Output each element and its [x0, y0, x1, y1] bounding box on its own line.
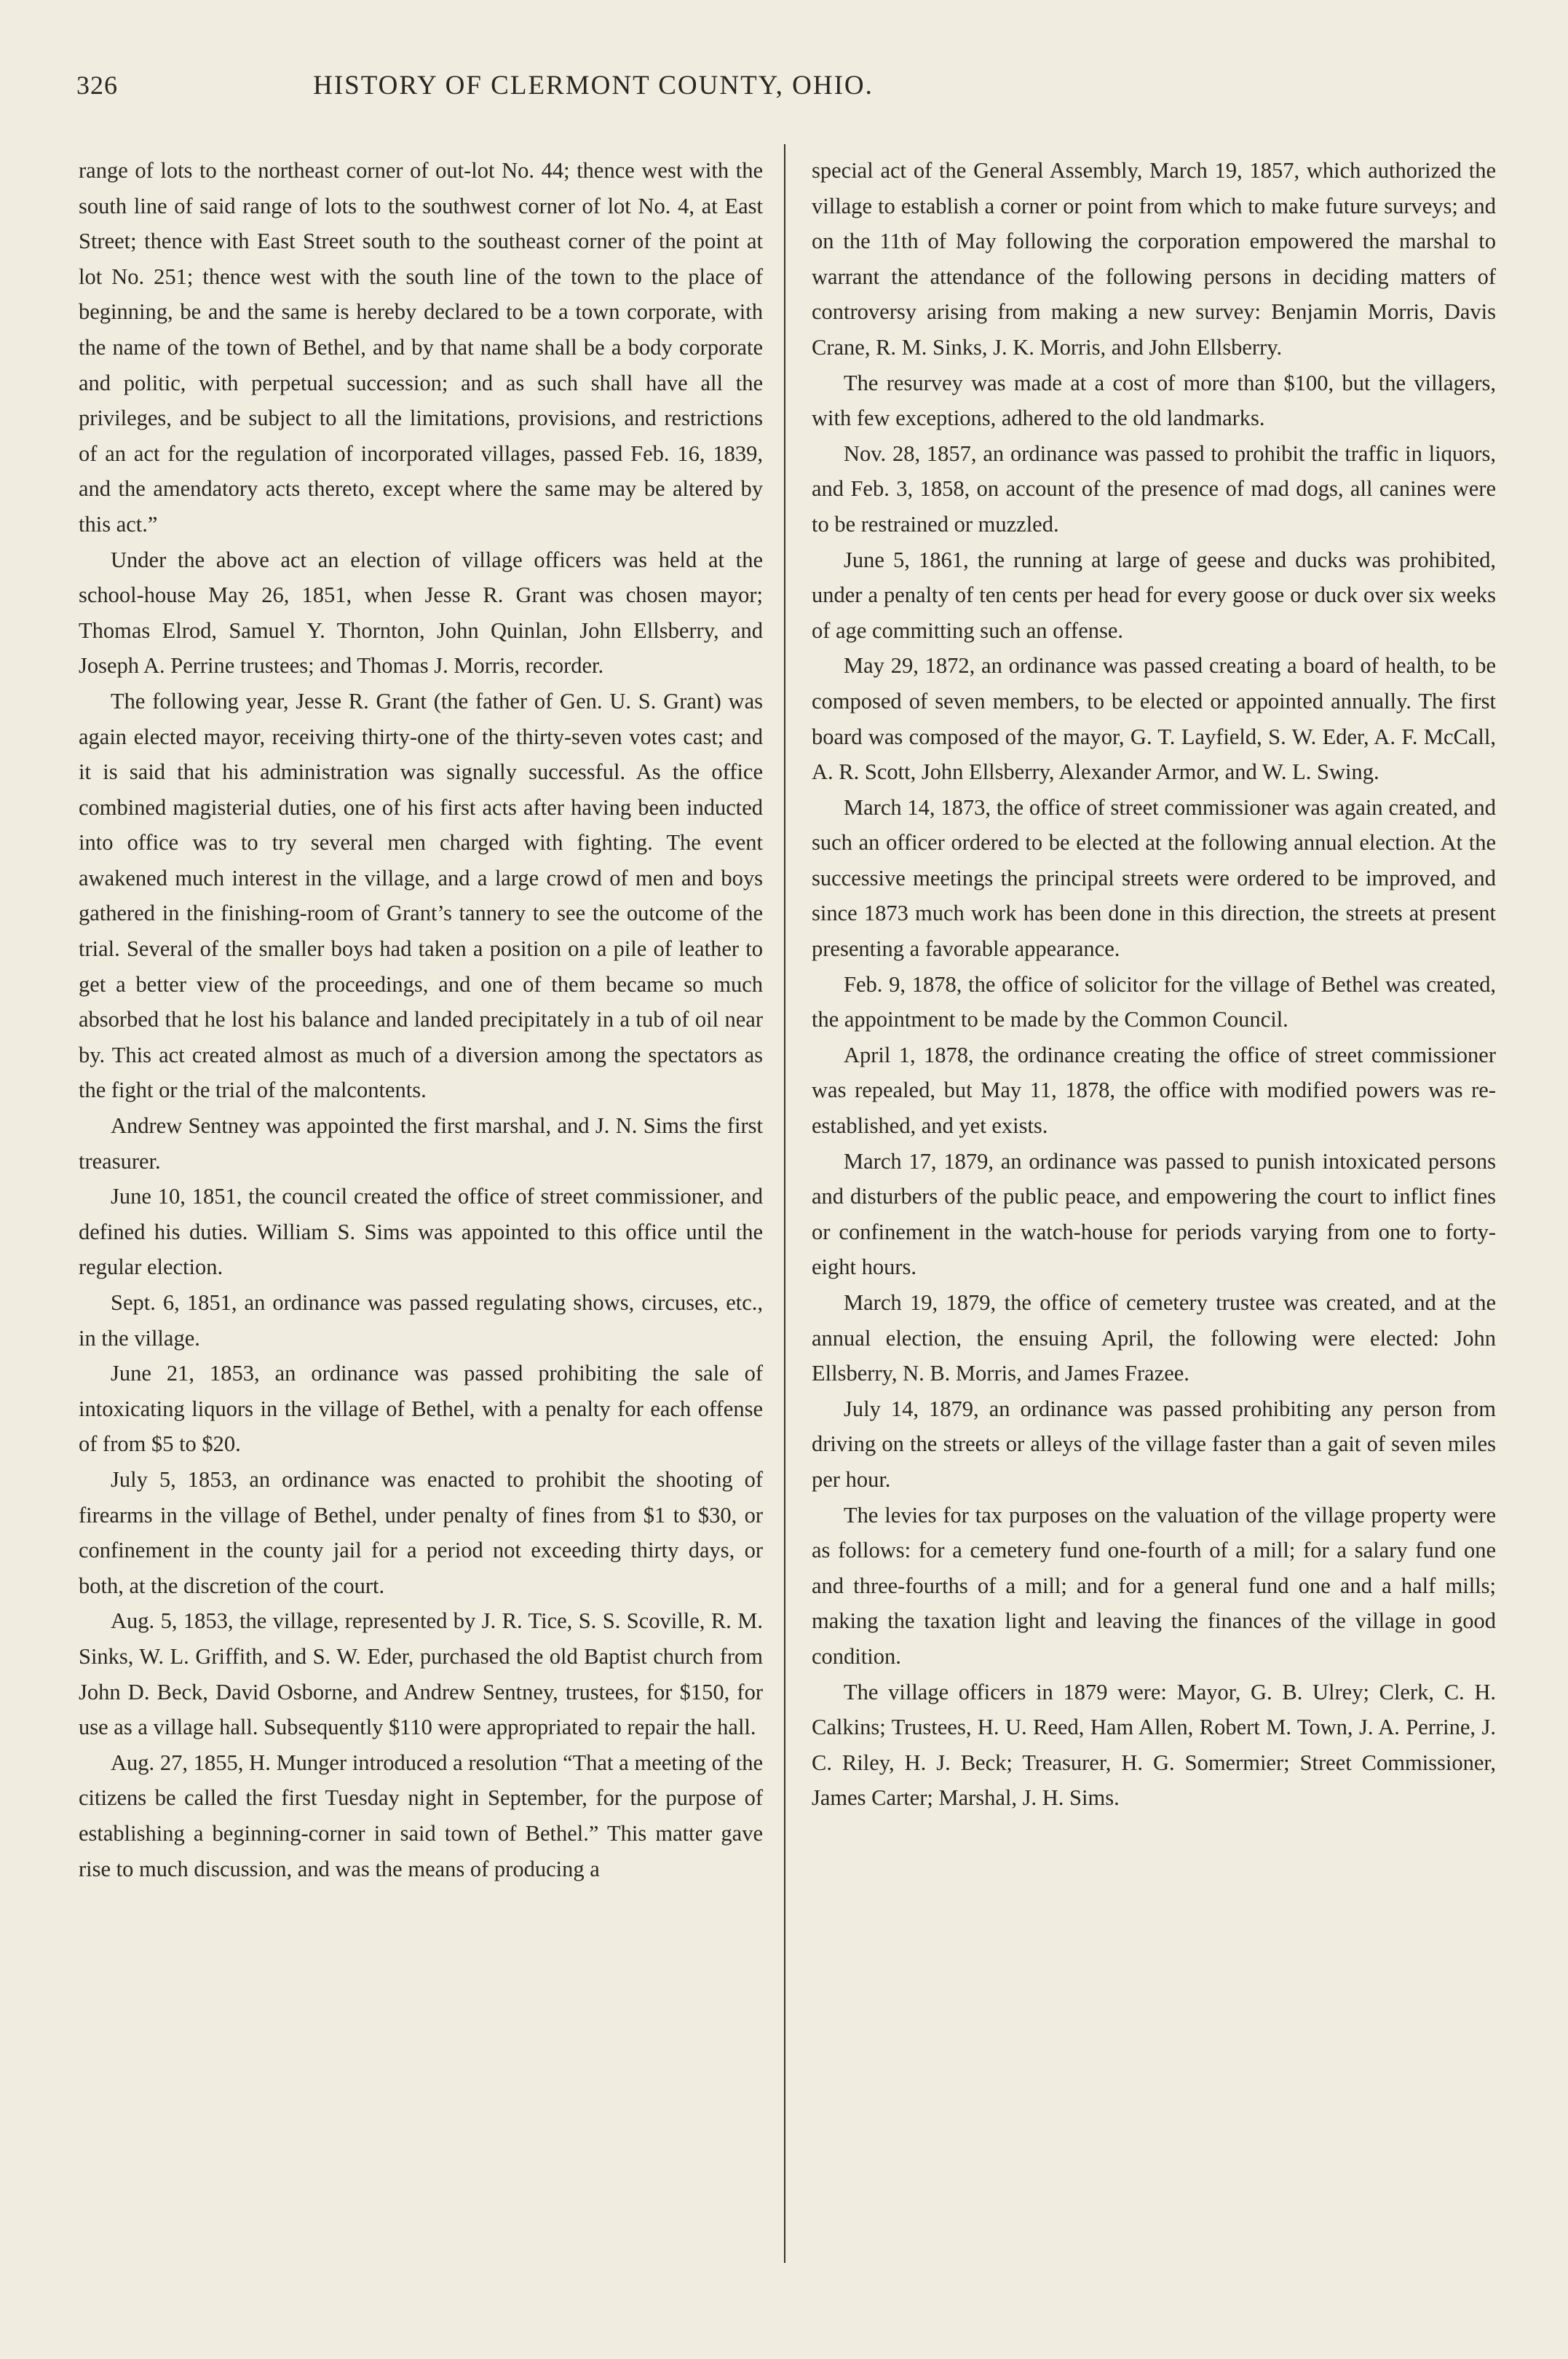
paragraph: The resurvey was made at a cost of more than $100, but the villagers, with few exceptions, adhered to the old landmarks.: [812, 370, 1496, 431]
paragraph: Andrew Sentney was appointed the first marshal, and J. N. Sims the first treasurer.: [79, 1113, 763, 1174]
left-column: [79, 153, 763, 1886]
paragraph: June 5, 1861, the running at large of geese and ducks was prohibited, under a penalty of ten cents per head for every goose or duck over six weeks of age committing such an offense.: [812, 547, 1496, 643]
paragraph: July 5, 1853, an ordinance was enacted to prohibit the shooting of firearms in the village of Bethel, under penalty of fines from $1 to $30, or confinement in the county jail for a period not exceeding thirty days, or both, at the discretion of the court.: [79, 1466, 763, 1598]
paragraph: March 19, 1879, the office of cemetery trustee was created, and at the annual election, the ensuing April, the following were elected: John Ellsberry, N. B. Morris, and James Frazee.: [812, 1290, 1496, 1386]
paragraph: The following year, Jesse R. Grant (the father of Gen. U. S. Grant) was again elected mayor, receiving thirty-one of the thirty-seven votes cast; and it is said that his administration was signally successful. As the office combined magisterial duties, one of his first acts after having been inducted into office was to try several men charged with fighting. The event awakened much interest in the village, and a large crowd of men and boys gathered in the finishing-room of Grant’s tannery to see the outcome of the trial. Several of the smaller boys had taken a position on a pile of leather to get a better view of the proceedings, and one of them became so much absorbed that he lost his balance and landed precipitately in a tub of oil near by. This act created almost as much of a diversion among the spectators as the fight or the trial of the malcontents.: [79, 688, 763, 1103]
paragraph: June 10, 1851, the council created the office of street commissioner, and defined his duties. William S. Sims was appointed to this office until the regular election.: [79, 1184, 763, 1280]
paragraph: May 29, 1872, an ordinance was passed creating a board of health, to be composed of seven members, to be elected or appointed annually. The first board was composed of the mayor, G. T. Layfield, S. W. Eder, A. F. McCall, A. R. Scott, John Ellsberry, Alexander Armor, and W. L. Swing.: [812, 653, 1496, 785]
paragraph: The levies for tax purposes on the valuation of the village property were as follows: for a cemetery fund one-fourth of a mill; for a salary fund one and three-fourths of a mill; and for a general fund one and a half mills; making the taxation light and leaving the finances of the village in good condition.: [812, 1502, 1496, 1669]
paragraph: March 14, 1873, the office of street commissioner was again created, and such an officer ordered to be elected at the following annual election. At the successive meetings the principal streets were ordered to be improved, and since 1873 much work has been done in this direction, the streets at present presenting a favorable appearance.: [812, 794, 1496, 962]
running-title: HISTORY OF CLERMONT COUNTY, OHIO.: [313, 71, 874, 100]
paragraph: July 14, 1879, an ordinance was passed prohibiting any person from driving on the streets or alleys of the village faster than a gait of seven miles per hour.: [812, 1396, 1496, 1492]
paragraph: range of lots to the northeast corner of out-lot No. 44; thence west with the south line of said range of lots to the southwest corner of lot No. 4, at East Street; thence with East Street south to the southeast corner of the point at lot No. 251; thence west with the south line of the town to the place of beginning, be and the same is hereby declared to be a town corporate, with the name of the town of Bethel, and by that name shall be a body corporate and politic, with perpetual succession; and as such shall have all the privileges, and be subject to all the limitations, provisions, and restrictions of an act for the regulation of incorporated villages, passed Feb. 16, 1839, and the amendatory acts thereto, except where the same may be altered by this act.”: [79, 158, 763, 537]
paragraph: April 1, 1878, the ordinance creating the office of street commissioner was repealed, but May 11, 1878, the office with modified powers was re-established, and yet exists.: [812, 1042, 1496, 1139]
paragraph: Aug. 27, 1855, H. Munger introduced a resolution “That a meeting of the citizens be called the first Tuesday night in September, for the purpose of establishing a beginning-corner in said town of Bethel.” This matter gave rise to much discussion, and was the means of producing a: [79, 1750, 763, 1881]
paragraph: special act of the General Assembly, March 19, 1857, which authorized the village to establish a corner or point from which to make future surveys; and on the 11th of May following the corporation empowered the marshal to warrant the attendance of the following persons in deciding matters of controversy arising from making a new survey: Benjamin Morris, Davis Crane, R. M. Sinks, J. K. Morris, and John Ellsberry.: [812, 158, 1496, 360]
paragraph: The village officers in 1879 were: Mayor, G. B. Ulrey; Clerk, C. H. Calkins; Trustees, H. U. Reed, Ham Allen, Robert M. Town, J. A. Perrine, J. C. Riley, H. J. Beck; Treasurer, H. G. Somermier; Street Commissioner, James Carter; Marshal, J. H. Sims.: [812, 1679, 1496, 1811]
paragraph: Sept. 6, 1851, an ordinance was passed regulating shows, circuses, etc., in the village.: [79, 1290, 763, 1351]
paragraph: Under the above act an election of village officers was held at the school-house May 26, 1851, when Jesse R. Grant was chosen mayor; Thomas Elrod, Samuel Y. Thornton, John Quinlan, John Ellsberry, and Joseph A. Perrine trustees; and Thomas J. Morris, recorder.: [79, 547, 763, 679]
right-column: [812, 153, 1496, 1816]
paragraph: Nov. 28, 1857, an ordinance was passed to prohibit the traffic in liquors, and Feb. 3, 1858, on account of the presence of mad dogs, all canines were to be restrained or muzzled.: [812, 440, 1496, 537]
paragraph: Feb. 9, 1878, the office of solicitor for the village of Bethel was created, the appointment to be made by the Common Council.: [812, 971, 1496, 1032]
paragraph: Aug. 5, 1853, the village, represented by J. R. Tice, S. S. Scoville, R. M. Sinks, W. L. Griffith, and S. W. Eder, purchased the old Baptist church from John D. Beck, David Osborne, and Andrew Sentney, trustees, for $150, for use as a village hall. Subsequently $110 were appropriated to repair the hall.: [79, 1608, 763, 1740]
paragraph: March 17, 1879, an ordinance was passed to punish intoxicated persons and disturbers of the public peace, and empowering the court to inflict fines or confinement in the watch-house for periods varying from one to forty-eight hours.: [812, 1148, 1496, 1280]
column-divider: [784, 144, 785, 2263]
paragraph: June 21, 1853, an ordinance was passed prohibiting the sale of intoxicating liquors in the village of Bethel, with a penalty for each offense of from $5 to $20.: [79, 1361, 763, 1457]
page-header: [76, 70, 1110, 114]
page-number: 326: [76, 71, 118, 100]
